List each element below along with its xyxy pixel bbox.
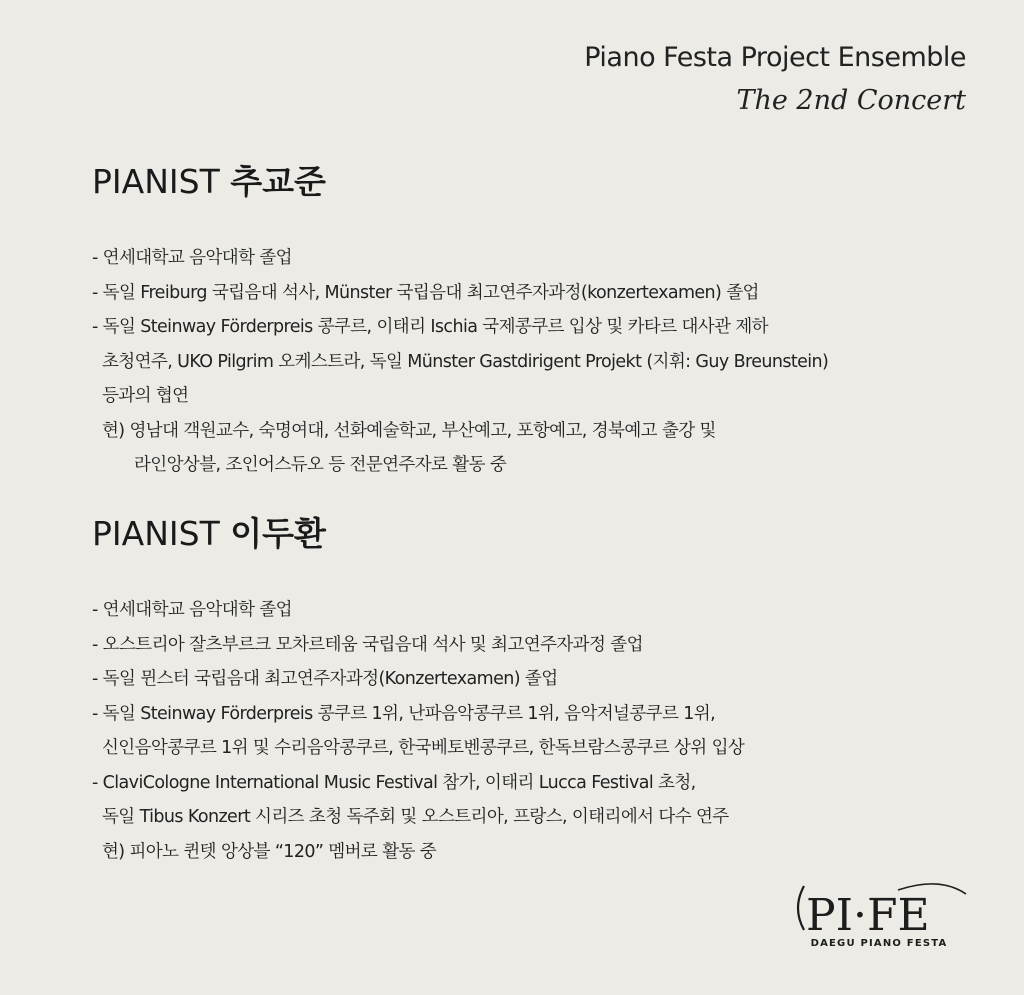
career-line: 등과의 협연	[102, 386, 189, 406]
pife-logo-mark	[790, 878, 968, 950]
career-list	[92, 241, 952, 483]
logo-caption: DAEGU PIANO FESTA	[810, 938, 948, 949]
career-line: - 독일 Steinway Förderpreis 콩쿠르 1위, 난파음악콩쿠르 1위, 음악저널콩쿠르 1위,	[92, 703, 716, 724]
logo-wordmark: PI·FE	[806, 890, 930, 941]
pianist-name: 추교준	[230, 162, 326, 201]
pianist-label: PIANIST	[92, 514, 220, 553]
pife-logo	[790, 878, 968, 950]
career-line: - 연세대학교 음악대학 졸업	[92, 248, 292, 268]
pianist-heading	[92, 508, 952, 555]
career-line: 독일 Tibus Konzert 시리즈 초청 독주회 및 오스트리아, 프랑스, 이태리에서 다수 연주	[102, 807, 729, 827]
career-line: - 독일 Steinway Förderpreis 콩쿠르, 이태리 Ischia 국제콩쿠르 입상 및 카타르 대사관 제하	[92, 317, 768, 337]
career-line: 라인앙상블, 조인어스듀오 등 전문연주자로 활동 중	[134, 455, 507, 475]
career-list	[92, 593, 952, 869]
career-line: 초청연주, UKO Pilgrim 오케스트라, 독일 Münster Gastdirigent Projekt (지휘: Guy Breunstein)	[102, 351, 829, 372]
career-line: - 독일 뮌스터 국립음대 최고연주자과정(Konzertexamen) 졸업	[92, 669, 558, 689]
pianist-label: PIANIST	[92, 162, 220, 201]
career-line: 현) 영남대 객원교수, 숙명여대, 선화예술학교, 부산예고, 포항예고, 경북예고 출강 및	[102, 420, 716, 441]
pianist-name: 이두환	[230, 514, 326, 553]
concert-subtitle: The 2nd Concert	[736, 85, 966, 116]
career-line: - 독일 Freiburg 국립음대 석사, Münster 국립음대 최고연주자과정(konzertexamen) 졸업	[92, 282, 759, 303]
career-line: - 오스트리아 잘츠부르크 모차르테움 국립음대 석사 및 최고연주자과정 졸업	[92, 634, 643, 655]
pianist-profile-2	[92, 508, 952, 869]
ensemble-title: Piano Festa Project Ensemble	[584, 42, 966, 73]
career-line: 현) 피아노 퀸텟 앙상블 “120” 멤버로 활동 중	[102, 841, 437, 862]
career-line: - 연세대학교 음악대학 졸업	[92, 600, 292, 620]
page-header	[584, 42, 966, 116]
pianist-profile-1	[92, 156, 952, 483]
pianist-heading	[92, 156, 952, 203]
career-line: - ClaviCologne International Music Festival 참가, 이태리 Lucca Festival 초청,	[92, 772, 696, 793]
career-line: 신인음악콩쿠르 1위 및 수리음악콩쿠르, 한국베토벤콩쿠르, 한독브람스콩쿠르 상위 입상	[102, 738, 745, 758]
